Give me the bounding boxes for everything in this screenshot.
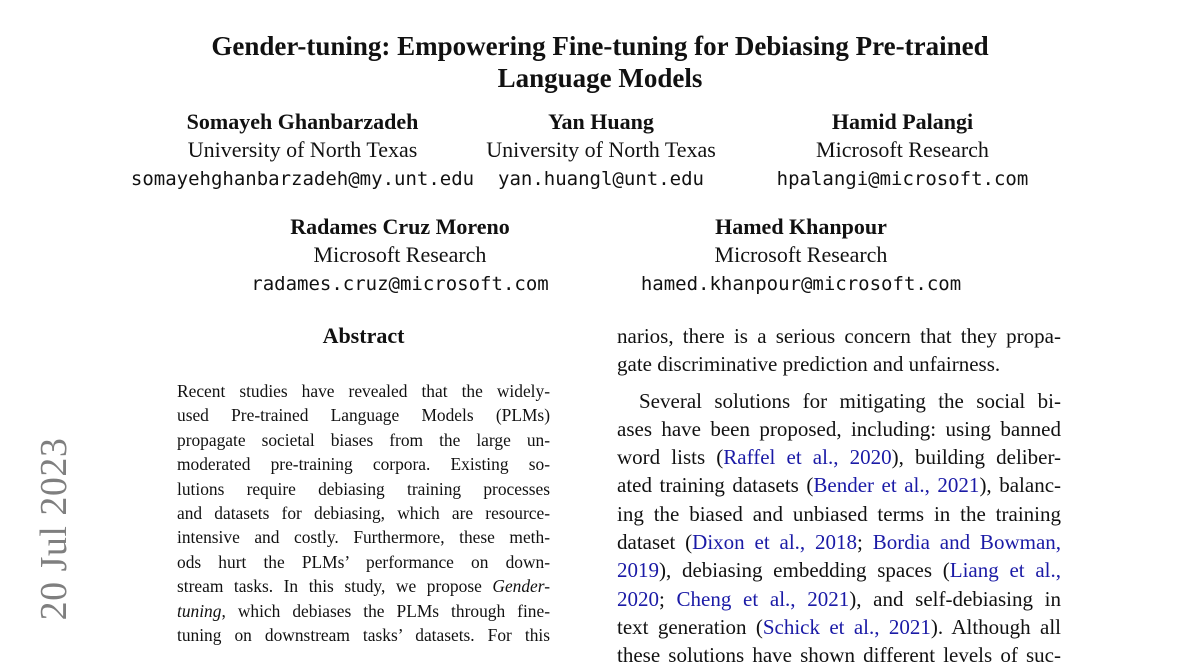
intro-line: [617, 585, 1061, 613]
author-email: hamed.khanpour@microsoft.com: [640, 273, 962, 295]
title-line-1: Gender-tuning: Empowering Fine-tuning for Debiasing Pre-trained: [211, 31, 989, 61]
intro-line: ases have been proposed, including: using banned: [617, 416, 1061, 441]
intro-line: [617, 471, 1061, 499]
intro-text: ), balanc-: [979, 473, 1062, 498]
intro-text: dataset (: [617, 530, 693, 555]
citation-link[interactable]: Schick et al., 2021: [762, 614, 931, 639]
intro-line: [617, 443, 1061, 471]
intro-line: narios, there is a serious concern that they propa-: [617, 324, 1061, 348]
intro-line: [617, 528, 1061, 556]
author-affiliation: Microsoft Research: [714, 242, 888, 267]
citation-link[interactable]: Raffel et al., 2020: [723, 445, 892, 470]
title-line-2: Language Models: [497, 63, 703, 93]
intro-text: ;: [659, 586, 677, 611]
intro-line: ing the biased and unbiased terms in the training: [617, 501, 1061, 526]
paper-title: [150, 30, 1050, 94]
intro-column: [617, 322, 1061, 670]
intro-line: these solutions have shown different levels of suc-: [617, 643, 1061, 668]
author-block: [115, 108, 490, 194]
intro-line: gate discriminative prediction and unfairness.: [617, 352, 1001, 377]
abstract-line: propagate societal biases from the large un-: [177, 429, 550, 450]
intro-text: ), and self-debiasing in: [849, 586, 1061, 611]
author-name: Yan Huang: [548, 109, 654, 134]
intro-line: Several solutions for mitigating the social bi-: [639, 388, 1061, 413]
method-name-italic: Gender-: [492, 576, 550, 597]
intro-text: ;: [857, 530, 873, 555]
intro-line: [617, 613, 1061, 641]
abstract-line: [177, 574, 550, 598]
method-name-italic: tuning: [177, 600, 222, 621]
citation-link[interactable]: Bordia and Bowman,: [872, 530, 1062, 555]
intro-text: ). Although all: [930, 614, 1061, 639]
abstract-line: tuning on downstream tasks’ datasets. For this: [177, 625, 550, 646]
arxiv-date-text: 20 Jul 2023: [33, 437, 75, 621]
arxiv-date-stamp: [34, 433, 74, 625]
author-name: Hamid Palangi: [831, 109, 974, 134]
author-affiliation: Microsoft Research: [313, 242, 487, 267]
intro-line: [617, 556, 1061, 584]
abstract-line: moderated pre-training corpora. Existing so-: [177, 454, 550, 475]
intro-text: text generation (: [617, 614, 763, 639]
citation-link[interactable]: 2019: [617, 558, 659, 583]
citation-link[interactable]: 2020: [617, 586, 659, 611]
author-name: Somayeh Ghanbarzadeh: [186, 109, 419, 134]
intro-text: ), debiasing embedding spaces (: [659, 558, 950, 583]
author-name: Hamed Khanpour: [715, 214, 887, 239]
abstract-heading: Abstract: [322, 323, 405, 348]
author-affiliation: Microsoft Research: [816, 137, 989, 162]
author-email: hpalangi@microsoft.com: [776, 168, 1029, 190]
author-block: [230, 213, 570, 299]
abstract-line: intensive and costly. Furthermore, these meth-: [177, 527, 550, 548]
intro-text: ), building deliber-: [891, 445, 1062, 470]
author-block: [466, 108, 736, 194]
abstract-line-text: , which debiases the PLMs through fine-: [221, 600, 550, 621]
abstract-line: lutions require debiasing training processes: [177, 478, 550, 499]
author-block: [620, 213, 982, 299]
abstract-line: and datasets for debiasing, which are resource-: [177, 503, 550, 524]
author-name: Radames Cruz Moreno: [290, 214, 510, 239]
abstract-line: [177, 599, 550, 623]
author-affiliation: University of North Texas: [187, 137, 418, 162]
intro-text: ated training datasets (: [617, 473, 814, 498]
citation-link[interactable]: Cheng et al., 2021: [676, 586, 850, 611]
abstract-line-text: stream tasks. In this study, we propose: [177, 576, 493, 597]
author-email: radames.cruz@microsoft.com: [251, 273, 549, 295]
abstract-line: ods hurt the PLMs’ performance on down-: [177, 551, 550, 572]
author-affiliation: University of North Texas: [486, 137, 716, 162]
citation-link[interactable]: Liang et al.,: [949, 558, 1061, 583]
citation-link[interactable]: Bender et al., 2021: [813, 473, 980, 498]
abstract-line: used Pre-trained Language Models (PLMs): [177, 405, 550, 426]
abstract-line: Recent studies have revealed that the widely-: [177, 381, 550, 401]
citation-link[interactable]: Dixon et al., 2018: [692, 530, 858, 555]
author-block: [745, 108, 1060, 194]
author-email: yan.huangl@unt.edu: [498, 168, 704, 190]
intro-text: word lists (: [617, 445, 724, 470]
abstract-body: [177, 379, 550, 647]
author-email: somayehghanbarzadeh@my.unt.edu: [130, 168, 475, 190]
